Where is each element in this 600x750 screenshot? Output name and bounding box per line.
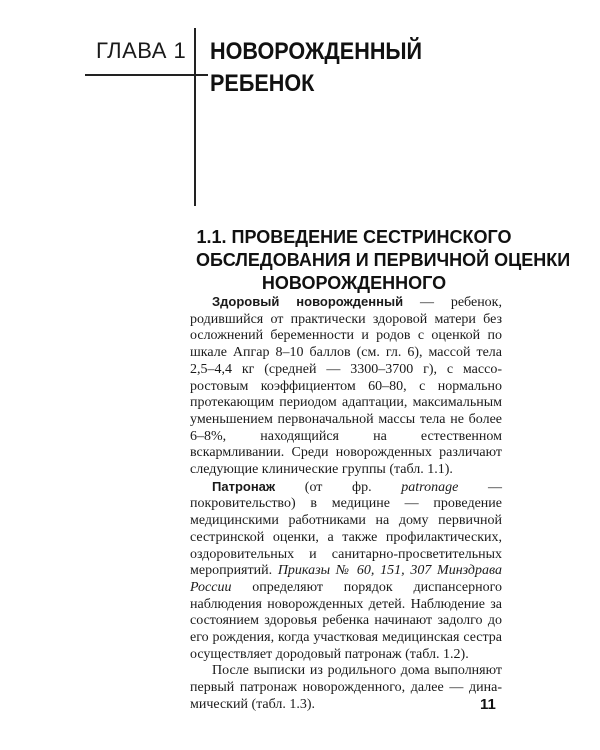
page-number: 11 — [480, 696, 496, 713]
paragraph-text: определяют порядок диспансерного наблюдения новорожденных детей. Наблюдение за состоянием здоровья ребенка начинают задолго до его рождения, когда участковая медицинская сестра осуществляет дородовый патронаж (табл. 1.2). — [190, 579, 502, 662]
paragraph-patronage — [190, 479, 502, 664]
paragraph-text: После выписки из родильного дома выполняют первый патронаж новорожденного, далее — динамический (табл. 1.3). — [190, 663, 502, 712]
chapter-title — [210, 36, 444, 100]
paragraph-text: — ребенок, родившийся от практически здоровой матери без осложнений беременности и родов с оценкой по шкале Апгар 8–10 баллов (см. гл. 6), массой тела 2,5–4,4 кг (средней — 3300–3700 г), с массо-ростовым коэффициентом 60–80, с нормально протекающим периодом адаптации, максимальным уменьшением первоначальной массы тела не более 6–8%, находящийся на естественном вскармливании. Среди новорожденных различают следующие клинические группы (табл. 1.1). — [190, 295, 502, 478]
section-heading-line: НОВОРОЖДЕННОГО — [261, 273, 447, 293]
chapter-rule — [85, 74, 208, 76]
section-heading-line: 1.1. ПРОВЕДЕНИЕ СЕСТРИНСКОГО — [196, 227, 512, 247]
chapter-title-line: НОВОРОЖДЕННЫЙ — [210, 38, 423, 65]
paragraph-healthy-newborn — [190, 294, 502, 479]
term-healthy-newborn: Здоровый новорожденный — [212, 294, 404, 309]
section-heading — [196, 226, 571, 295]
paragraph-discharge — [190, 663, 502, 713]
paragraph-text: (от фр. — [275, 479, 402, 495]
chapter-title-line: РЕБЕНОК — [210, 70, 315, 97]
paragraph-text: — покровительство) в медицине — проведение медицинскими работниками на дому первичной сестринской оценки, а также профилактических, оздоровительных и санитарно-просветительных мероприятий. — [190, 479, 503, 579]
italic-word: patronage — [401, 479, 459, 495]
chapter-divider — [194, 28, 196, 206]
section-heading-line: ОБСЛЕДОВАНИЯ И ПЕРВИЧНОЙ ОЦЕНКИ — [196, 250, 571, 270]
italic-orders: Приказы № 60, 151, 307 Минздрава России — [190, 563, 502, 595]
chapter-label: ГЛАВА 1 — [96, 38, 187, 63]
term-patronage: Патронаж — [212, 478, 276, 494]
body-text — [190, 294, 502, 714]
